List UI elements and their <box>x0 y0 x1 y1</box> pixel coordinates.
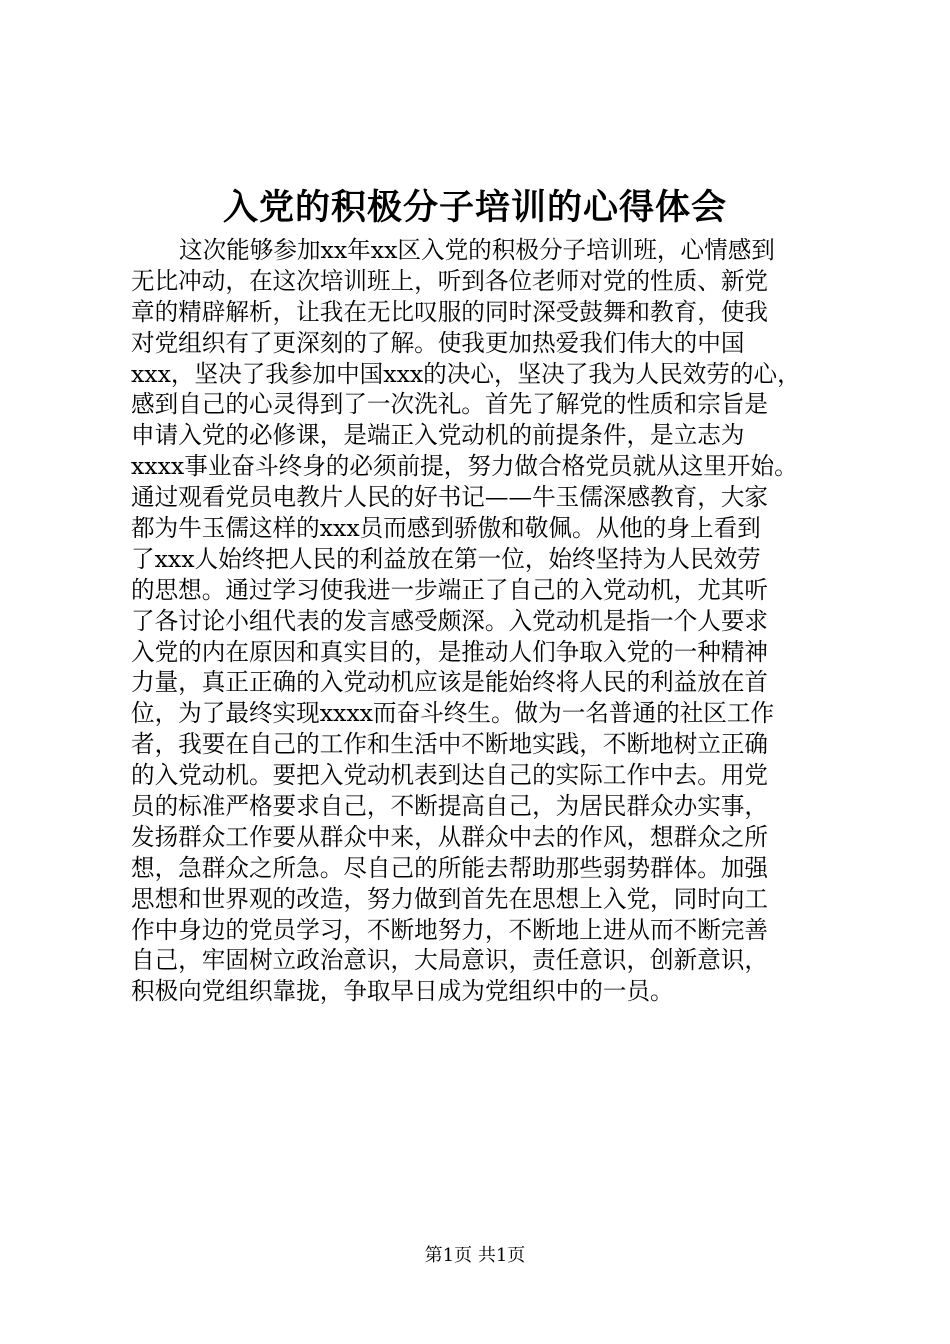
body-line: 发扬群众工作要从群众中来，从群众中去的作风，想群众之所 <box>131 822 769 851</box>
page-number-footer: 第1页 共1页 <box>424 1245 526 1266</box>
body-line: 思想和世界观的改造，努力做到首先在思想上入党，同时向工 <box>131 884 769 913</box>
body-line: 员的标准严格要求自己，不断提高自己，为居民群众办实事， <box>131 792 769 821</box>
body-line: 想，急群众之所急。尽自己的所能去帮助那些弱势群体。加强 <box>131 853 769 882</box>
body-line: 都为牛玉儒这样的xxx员而感到骄傲和敬佩。从他的身上看到 <box>131 514 761 543</box>
body-line: 者，我要在自己的工作和生活中不断地实践，不断地树立正确 <box>131 730 769 759</box>
body-line: 的思想。通过学习使我进一步端正了自己的入党动机，尤其听 <box>131 575 769 604</box>
body-line: 入党的内在原因和真实目的，是推动人们争取入党的一种精神 <box>131 637 769 666</box>
body-line: xxx，坚决了我参加中国xxx的决心，坚决了我为人民效劳的心， <box>131 359 801 388</box>
body-line: 感到自己的心灵得到了一次洗礼。首先了解党的性质和宗旨是 <box>131 390 769 419</box>
body-line: 这次能够参加xx年xx区入党的积极分子培训班，心情感到 <box>179 236 775 264</box>
body-line: 章的精辟解析，让我在无比叹服的同时深受鼓舞和教育，使我 <box>131 297 769 326</box>
document-body <box>131 235 861 1007</box>
body-line: 了各讨论小组代表的发言感受颇深。入党动机是指一个人要求 <box>131 606 769 635</box>
body-line: 了xxx人始终把人民的利益放在第一位，始终坚持为人民效劳 <box>131 544 761 573</box>
body-line: 力量，真正正确的入党动机应该是能始终将人民的利益放在首 <box>131 668 769 697</box>
body-line: 积极向党组织靠拢，争取早日成为党组织中的一员。 <box>131 977 674 1006</box>
body-line: xxxx事业奋斗终身的必须前提，努力做合格党员就从这里开始。 <box>131 452 798 481</box>
body-line: 位，为了最终实现xxxx而奋斗终生。做为一名普通的社区工作 <box>131 699 775 728</box>
body-line: 对党组织有了更深刻的了解。使我更加热爱我们伟大的中国 <box>131 328 745 357</box>
body-line: 的入党动机。要把入党动机表到达自己的实际工作中去。用党 <box>131 761 769 790</box>
body-line: 自己，牢固树立政治意识，大局意识，责任意识，创新意识， <box>131 946 769 975</box>
body-line: 通过观看党员电教片人民的好书记——牛玉儒深感教育，大家 <box>131 483 769 512</box>
body-line: 无比冲动，在这次培训班上，听到各位老师对党的性质、新党 <box>131 266 769 295</box>
document-title: 入党的积极分子培训的心得体会 <box>222 187 727 228</box>
body-line: 申请入党的必修课，是端正入党动机的前提条件，是立志为 <box>131 421 745 450</box>
body-line: 作中身边的党员学习，不断地努力，不断地上进从而不断完善 <box>131 915 769 944</box>
